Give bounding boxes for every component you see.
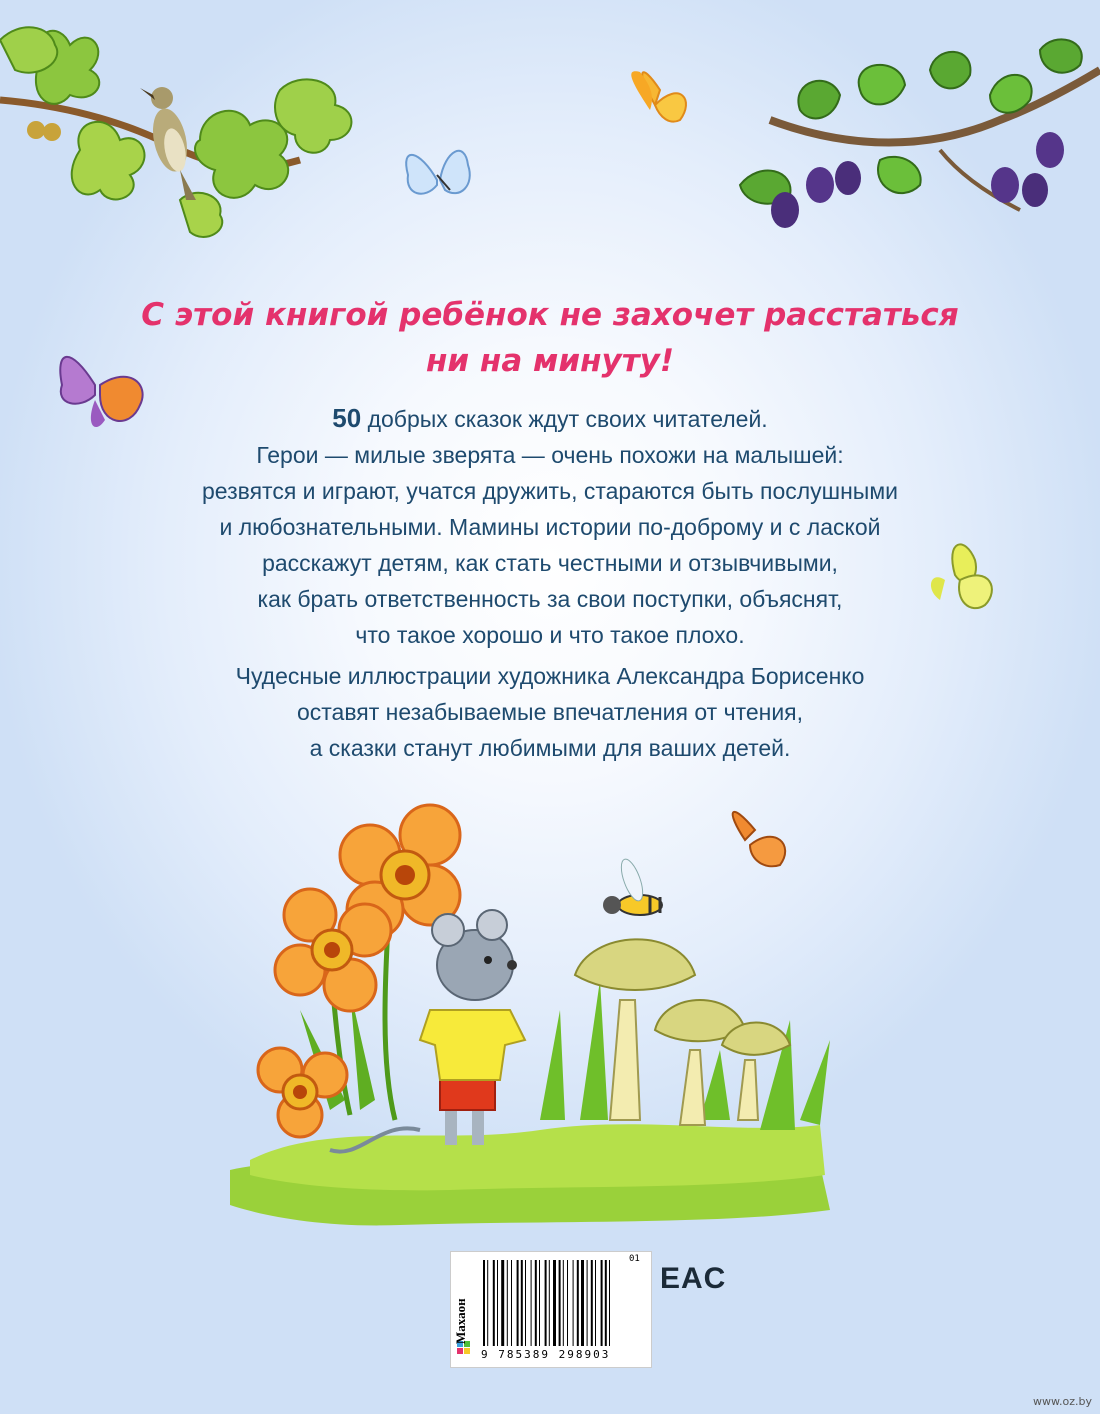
paragraph-1-line-2: Герои — милые зверята — очень похожи на малышей:	[256, 442, 844, 468]
yellow-butterfly-icon	[631, 71, 686, 121]
paragraph-2-line-3: а сказки станут любимыми для ваших детей.	[309, 735, 791, 761]
paragraph-1-line-1	[90, 400, 1010, 437]
barcode-bar	[591, 1260, 593, 1346]
barcode-bar	[577, 1260, 579, 1346]
barcode-bar	[521, 1260, 523, 1346]
barcode-bar	[549, 1260, 550, 1346]
barcode-bar	[595, 1260, 596, 1346]
story-count: 50	[332, 403, 362, 433]
barcode-bar	[559, 1260, 561, 1346]
barcode-bar	[609, 1260, 610, 1346]
paragraph-2-line-1: Чудесные иллюстрации художника Александра Борисенко	[235, 663, 865, 689]
paragraph-1-line-7: что такое хорошо и что такое плохо.	[355, 622, 745, 648]
barcode-bar	[497, 1260, 498, 1346]
barcode-bar	[531, 1260, 532, 1346]
barcode-bar	[545, 1260, 547, 1346]
barcode-bar	[501, 1260, 504, 1346]
barcode-bar	[573, 1260, 574, 1346]
mouse-in-meadow-scene	[230, 805, 830, 1225]
barcode-bar	[539, 1260, 540, 1346]
plum-branch-icon	[740, 39, 1100, 228]
barcode-bars	[483, 1260, 643, 1346]
paragraph-1-line-5: расскажут детям, как стать честными и отзывчивыми,	[262, 550, 838, 576]
paragraph-1-line-1-text: добрых сказок ждут своих читателей.	[361, 406, 768, 432]
publisher-name: Махаон	[453, 1298, 468, 1344]
headline-line-2: ни на минуту!	[425, 343, 675, 379]
eac-certification-mark: EAC	[660, 1262, 727, 1295]
barcode-bar	[553, 1260, 556, 1346]
barcode-bar	[525, 1260, 526, 1346]
barcode-bar	[605, 1260, 607, 1346]
barcode-addon: 01	[629, 1254, 640, 1264]
barcode-bar	[601, 1260, 603, 1346]
headline-line-1: С этой книгой ребёнок не захочет расстаться	[141, 297, 959, 333]
isbn-number: 9 785389 298903	[481, 1348, 611, 1361]
barcode-bar	[507, 1260, 508, 1346]
barcode-bar	[587, 1260, 588, 1346]
paragraph-1-line-6: как брать ответственность за свои поступки, объяснят,	[257, 586, 843, 612]
description-paragraph-1	[90, 400, 1010, 653]
barcode-bar	[581, 1260, 584, 1346]
barcode-bar	[487, 1260, 488, 1346]
paragraph-1-line-4: и любознательными. Мамины истории по-доброму и с лаской	[219, 514, 881, 540]
barcode-bar	[567, 1260, 568, 1346]
barcode-bar	[511, 1260, 512, 1346]
site-watermark: www.oz.by	[1033, 1395, 1092, 1408]
orange-butterfly-icon	[733, 812, 786, 866]
blue-butterfly-icon	[406, 151, 470, 194]
oak-branch-with-bird-icon	[0, 27, 351, 237]
barcode-bar	[563, 1260, 564, 1346]
barcode-bar	[517, 1260, 519, 1346]
paragraph-1-line-3: резвятся и играют, учатся дружить, стараются быть послушными	[202, 478, 898, 504]
barcode-bar	[493, 1260, 495, 1346]
paragraph-2-line-2: оставят незабываемые впечатления от чтения,	[296, 699, 804, 725]
description-paragraph-2	[90, 658, 1010, 766]
isbn-barcode	[450, 1251, 652, 1368]
barcode-bar	[483, 1260, 485, 1346]
barcode-bar	[535, 1260, 537, 1346]
